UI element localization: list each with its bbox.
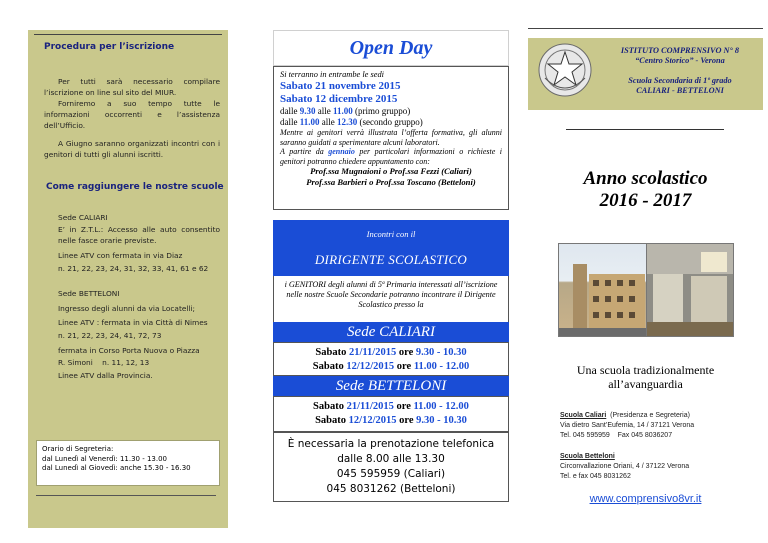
betteloni-contact-addr: Circonvallazione Oriani, 4 / 37122 Verona — [560, 463, 690, 470]
iscrizione-p1: Per tutti sarà necessario compilare l’iscrizione on line sul sito del MIUR. — [44, 77, 220, 97]
school-photo-2 — [646, 243, 734, 337]
segreteria-line2: dal Lunedì al Venerdì: 11.30 - 13.00 — [42, 454, 168, 463]
betteloni-line2: Linee ATV : fermata in via Città di Nimes — [58, 318, 208, 327]
heading-raggiungere: Come raggiungere le nostre scuole — [46, 182, 224, 192]
prenotazione-line3: 045 595959 (Caliari) — [336, 468, 446, 480]
school-photo-1 — [558, 243, 648, 337]
heading-iscrizione: Procedura per l’iscrizione — [44, 42, 175, 52]
betteloni-line6: Linee ATV dalla Provincia. — [58, 371, 153, 380]
caliari-line2: Linee ATV con fermata in via Diaz — [58, 251, 183, 260]
open-day-time1: dalle 9.30 alle 11.00 (primo gruppo) — [280, 106, 411, 116]
right-mid-rule — [566, 129, 724, 130]
anno-line2: 2016 - 2017 — [599, 190, 692, 211]
prenotazione-line2: dalle 8.00 alle 13.30 — [337, 453, 445, 465]
sede-betteloni-row1: Sabato 21/11/2015 ore 11.00 - 12.00 — [313, 401, 469, 412]
istituto-line1: ISTITUTO COMPRENSIVO N° 8 — [620, 46, 740, 55]
betteloni-line1: Ingresso degli alunni da via Locatelli; — [58, 304, 196, 313]
bottom-rule — [36, 495, 216, 496]
iscrizione-p2: Forniremo a suo tempo tutte le informazioni occorrenti e l’assistenza dell’Ufficio. — [44, 99, 220, 130]
open-day-date1: Sabato 21 novembre 2015 — [280, 80, 401, 92]
top-rule — [34, 34, 222, 35]
dirigente-incontri: Incontri con il — [366, 229, 416, 239]
tagline-line2: all’avanguardia — [608, 377, 683, 391]
website-link[interactable]: www.comprensivo8vr.it — [589, 493, 702, 505]
open-day-box — [273, 66, 509, 210]
tagline-line1: Una scuola tradizionalmente — [576, 363, 715, 377]
istituto-line2: “Centro Storico” - Verona — [635, 56, 725, 65]
caliari-contact-title — [560, 411, 690, 421]
istituto-line4: CALIARI - BETTELONI — [636, 86, 724, 95]
betteloni-line5: R. Simoni n. 11, 12, 13 — [58, 358, 150, 367]
caliari-line1: E’ in Z.T.L.: Accesso alle auto consentito nelle fasce orarie previste. — [58, 225, 220, 245]
sede-caliari-row2: Sabato 12/12/2015 ore 11.00 - 12.00 — [312, 361, 470, 372]
sede-caliari-row1: Sabato 21/11/2015 ore 9.30 - 10.30 — [315, 347, 467, 358]
segreteria-line1: Orario di Segreteria: — [42, 445, 114, 453]
open-day-text1: Mentre ai genitori verrà illustrata l’offerta formativa, gli alunni saranno guidati a sperimentare alcuni laboratori. — [280, 128, 502, 147]
iscrizione-p3: A Giugno saranno organizzati incontri con i genitori di tutti gli alunni iscritti. — [44, 139, 220, 159]
caliari-line3: n. 21, 22, 23, 24, 31, 32, 33, 41, 61 e 62 — [58, 264, 209, 273]
caliari-contact-role: (Presidenza e Segreteria) — [606, 412, 690, 419]
prenotazione-line1: È necessaria la prenotazione telefonica — [287, 438, 495, 450]
sede-caliari-box — [273, 342, 509, 376]
right-top-rule — [528, 28, 763, 29]
betteloni-line4: fermata in Corso Porta Nuova o Piazza — [58, 346, 200, 355]
open-day-time2: dalle 11.00 alle 12.30 (secondo gruppo) — [280, 117, 423, 127]
open-day-date2: Sabato 12 dicembre 2015 — [280, 93, 398, 105]
segreteria-box — [36, 440, 220, 486]
caliari-title: Sede CALIARI — [58, 213, 108, 222]
sede-betteloni-row2: Sabato 12/12/2015 ore 9.30 - 10.30 — [315, 415, 467, 426]
anno-line1: Anno scolastico — [583, 168, 708, 189]
segreteria-line3: dal Lunedì al Giovedì: anche 15.30 - 16.30 — [42, 464, 191, 472]
emblem-icon — [537, 42, 593, 98]
prenotazione-line4: 045 8031262 (Betteloni) — [326, 483, 456, 495]
open-day-title: Open Day — [273, 30, 509, 66]
betteloni-title: Sede BETTELONI — [58, 289, 120, 298]
open-day-contacts2: Prof.ssa Barbieri o Prof.ssa Toscano (Betteloni) — [306, 177, 476, 188]
prenotazione-box — [273, 432, 509, 502]
sede-betteloni-title: Sede BETTELONI — [273, 376, 509, 396]
dirigente-title: DIRIGENTE SCOLASTICO — [314, 252, 468, 267]
caliari-contact-name: Scuola Caliari — [560, 412, 607, 419]
dirigente-header — [273, 220, 509, 276]
caliari-contact-addr: Via dietro Sant’Eufemia, 14 / 37121 Verona — [560, 422, 695, 429]
sede-caliari-title: Sede CALIARI — [273, 322, 509, 342]
istituto-line3: Scuola Secondaria di 1º grado — [628, 76, 732, 85]
open-day-intro: Si terranno in entrambe le sedi — [280, 70, 384, 79]
sede-betteloni-box — [273, 396, 509, 432]
betteloni-line3: n. 21, 22, 23, 24, 41, 72, 73 — [58, 331, 162, 340]
dirigente-text: i GENITORI degli alunni di 5ª Primaria interessati all’iscrizione nelle nostre Scuole Secondarie potranno incontrare il Dirigente Scolastico presso la — [273, 276, 509, 323]
betteloni-contact-tel: Tel. e fax 045 8031262 — [560, 473, 631, 480]
caliari-contact-tel: Tel. 045 595959 Fax 045 8036207 — [560, 432, 673, 439]
betteloni-contact-name: Scuola Betteloni — [560, 453, 615, 460]
open-day-contacts1: Prof.ssa Mugnaioni o Prof.ssa Fezzi (Caliari) — [310, 166, 472, 177]
open-day-text2: A partire da gennaio per particolari informazioni o richieste i genitori potranno chiedere appuntamento con: — [280, 147, 503, 166]
